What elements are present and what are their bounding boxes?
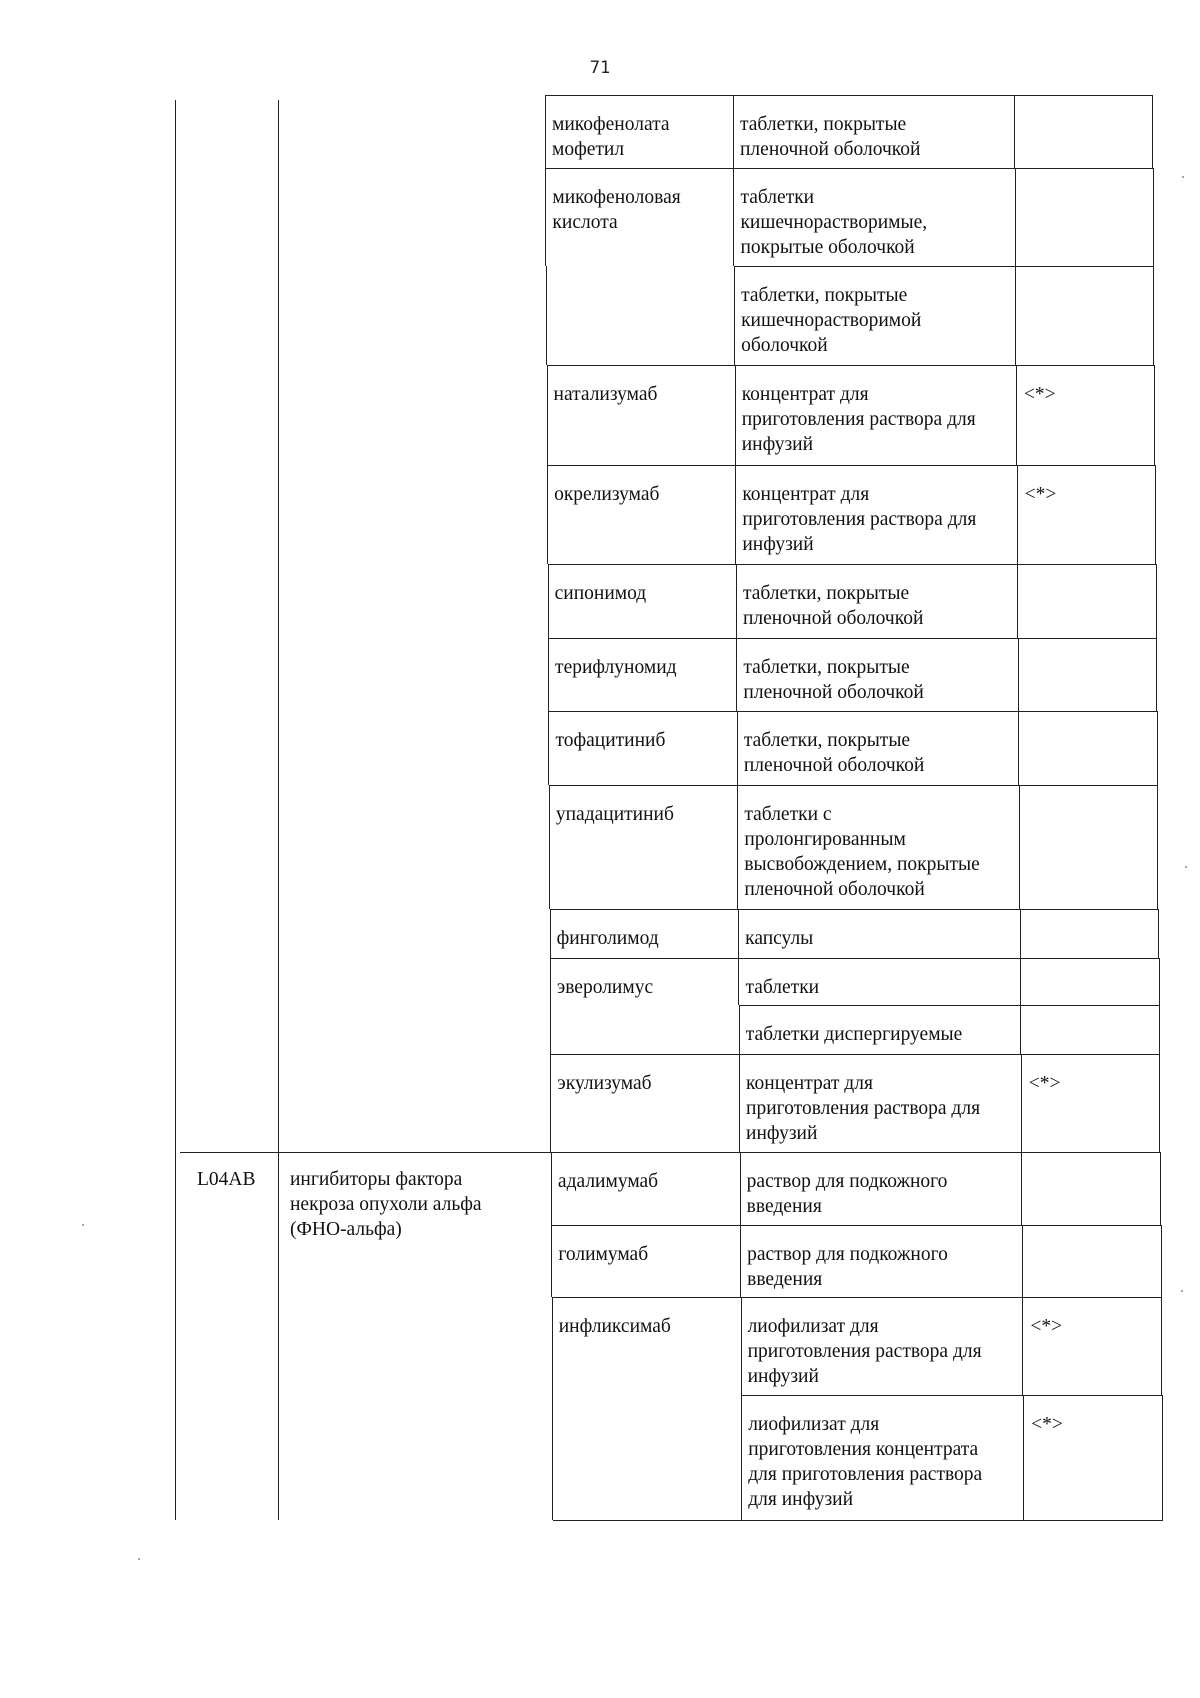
table-right-border xyxy=(1159,1005,1160,1054)
note-column-border xyxy=(1022,1225,1023,1297)
dosage-form-column-border xyxy=(736,564,737,638)
row-separator xyxy=(734,266,1153,267)
drug-name: тофацитиниб xyxy=(555,730,666,751)
note-marker: <*> xyxy=(1023,384,1056,405)
dosage-form-column-border xyxy=(738,909,739,958)
drug-name: микофеноловая кислота xyxy=(552,187,681,233)
table-right-border xyxy=(1159,958,1160,1005)
table-right-border xyxy=(1161,1225,1162,1297)
row-separator xyxy=(547,365,1155,366)
row-separator xyxy=(551,1152,1160,1153)
dosage-form-column-border xyxy=(740,1152,741,1225)
table-right-border xyxy=(1156,564,1157,638)
table-right-border xyxy=(1155,465,1156,564)
drug-name: инфликсимаб xyxy=(558,1316,671,1337)
drug-name: эверолимус xyxy=(556,977,654,998)
row-separator xyxy=(547,465,1155,466)
dosage-form: таблетки, покрытые пленочной оболочкой xyxy=(743,657,924,703)
drug-name-column-border xyxy=(548,638,549,711)
dosage-form: концентрат для приготовления раствора для инфузий xyxy=(741,384,976,455)
drug-name: натализумаб xyxy=(553,384,658,405)
code-column-left-border xyxy=(175,100,176,1520)
drug-name-column-border xyxy=(548,711,549,785)
table-right-border xyxy=(1157,785,1158,909)
dosage-form-column-border xyxy=(738,958,739,1005)
row-separator xyxy=(548,564,1156,565)
group-title: ингибиторы фактора некроза опухоли альфа (ФНО-альфа) xyxy=(290,1169,482,1240)
row-separator xyxy=(550,1054,1159,1055)
drug-name: сипонимод xyxy=(554,583,647,604)
note-column-border xyxy=(1020,958,1021,1005)
drug-name-column-border xyxy=(551,1152,552,1225)
dosage-form-column-border xyxy=(735,365,736,465)
note-column-border xyxy=(1020,1005,1021,1054)
dosage-form-column-border xyxy=(737,711,738,785)
dosage-form-column-border xyxy=(741,1297,742,1395)
drug-name-column-border xyxy=(547,365,548,465)
drug-name-column-border xyxy=(549,785,550,909)
dosage-form-column-border xyxy=(737,785,738,909)
dosage-form: лиофилизат для приготовления раствора для инфузий xyxy=(747,1316,982,1387)
table-top-border xyxy=(545,95,1152,96)
drug-name-column-border xyxy=(552,1297,553,1395)
row-separator xyxy=(553,1520,1163,1521)
drug-name: голимумаб xyxy=(558,1244,649,1265)
table-right-border xyxy=(1152,95,1153,168)
note-column-border xyxy=(1021,1152,1022,1225)
table-right-border xyxy=(1156,638,1157,711)
note-column-border xyxy=(1021,1054,1022,1152)
dosage-form-column-border xyxy=(740,1225,741,1297)
note-column-border xyxy=(1016,365,1017,465)
dosage-form-column-border xyxy=(735,465,736,564)
table-right-border xyxy=(1157,711,1158,785)
note-column-border xyxy=(1017,465,1018,564)
drug-name: микофенолата мофетил xyxy=(552,114,670,160)
note-column-border xyxy=(1019,785,1020,909)
drug-name-column-border xyxy=(550,909,551,958)
note-marker: <*> xyxy=(1030,1316,1063,1337)
row-separator xyxy=(548,711,1156,712)
scan-speck xyxy=(82,1224,84,1226)
dosage-form-column-border xyxy=(739,1054,740,1152)
note-column-border xyxy=(1022,1297,1023,1395)
drug-name-column-border xyxy=(552,1395,553,1520)
table-right-border xyxy=(1158,909,1159,958)
drug-name-column-border xyxy=(545,95,546,168)
dosage-form-column-border xyxy=(734,266,735,365)
dosage-form: таблетки кишечнорастворимые, покрытые оболочкой xyxy=(740,187,928,258)
row-separator xyxy=(545,168,1152,169)
dosage-form-column-border xyxy=(739,1005,740,1054)
row-separator xyxy=(739,1005,1159,1006)
drug-name-column-border xyxy=(550,1054,551,1152)
note-column-border xyxy=(1015,168,1016,266)
note-column-border xyxy=(1017,564,1018,638)
drug-name-column-border xyxy=(546,266,547,365)
table-right-border xyxy=(1162,1395,1163,1520)
page-number: 71 xyxy=(589,58,611,78)
dosage-form: таблетки, покрытые пленочной оболочкой xyxy=(743,730,925,776)
dosage-form: таблетки xyxy=(745,977,820,998)
note-column-border xyxy=(1018,638,1019,711)
drug-name-column-border xyxy=(550,958,551,1005)
note-column-border xyxy=(1015,266,1016,365)
dosage-form: лиофилизат для приготовления концентрата для приготовления раствора для инфузий xyxy=(748,1414,983,1510)
dosage-form: капсулы xyxy=(745,928,814,949)
row-separator xyxy=(550,909,1159,910)
dosage-form-column-border xyxy=(733,168,734,266)
dosage-form: таблетки с пролонгированным высвобождением, покрытые пленочной оболочкой xyxy=(744,804,980,900)
group-separator xyxy=(180,1152,553,1153)
dosage-form: концентрат для приготовления раствора для инфузий xyxy=(742,484,977,555)
row-separator xyxy=(551,1225,1160,1226)
dosage-form: таблетки, покрытые кишечнорастворимой оболочкой xyxy=(741,285,922,356)
table-right-border xyxy=(1153,266,1154,365)
dosage-form: таблетки, покрытые пленочной оболочкой xyxy=(742,583,924,629)
dosage-form: таблетки, покрытые пленочной оболочкой xyxy=(740,114,921,160)
title-column-border xyxy=(278,100,279,1520)
dosage-form-column-border xyxy=(733,95,734,168)
dosage-form: концентрат для приготовления раствора для инфузий xyxy=(746,1073,981,1144)
drug-name: финголимод xyxy=(556,928,659,949)
drug-name-column-border xyxy=(545,168,546,266)
scan-speck xyxy=(1185,866,1187,868)
row-separator xyxy=(550,958,1159,959)
table-right-border xyxy=(1153,168,1154,266)
dosage-form: таблетки диспергируемые xyxy=(745,1024,963,1045)
dosage-form: раствор для подкожного введения xyxy=(746,1171,948,1217)
note-marker: <*> xyxy=(1028,1073,1061,1094)
row-separator xyxy=(549,785,1157,786)
note-column-border xyxy=(1014,95,1015,168)
scan-speck xyxy=(138,1558,140,1560)
drug-name: терифлуномид xyxy=(555,657,677,678)
scan-speck xyxy=(1182,176,1184,178)
row-separator xyxy=(552,1297,1162,1298)
dosage-form-column-border xyxy=(741,1395,742,1520)
note-column-border xyxy=(1023,1395,1024,1520)
row-separator xyxy=(741,1395,1162,1396)
note-column-border xyxy=(1020,909,1021,958)
table-right-border xyxy=(1159,1054,1160,1152)
atc-code: L04AB xyxy=(197,1169,256,1190)
dosage-form-column-border xyxy=(736,638,737,711)
table-right-border xyxy=(1161,1297,1162,1395)
drug-name-column-border xyxy=(547,465,548,564)
table-right-border xyxy=(1160,1152,1161,1225)
row-separator xyxy=(548,638,1156,639)
drug-name: упадацитиниб xyxy=(555,804,674,825)
scan-speck xyxy=(1181,1290,1183,1292)
dosage-form: раствор для подкожного введения xyxy=(747,1244,948,1290)
note-marker: <*> xyxy=(1031,1414,1063,1435)
drug-name: экулизумаб xyxy=(557,1073,652,1094)
drug-name-column-border xyxy=(550,1005,551,1054)
note-column-border xyxy=(1018,711,1019,785)
table-right-border xyxy=(1154,365,1155,465)
drug-name-column-border xyxy=(551,1225,552,1297)
drug-name: адалимумаб xyxy=(557,1171,659,1192)
note-marker: <*> xyxy=(1024,484,1057,505)
drug-name-column-border xyxy=(548,564,549,638)
drug-name: окрелизумаб xyxy=(554,484,660,505)
